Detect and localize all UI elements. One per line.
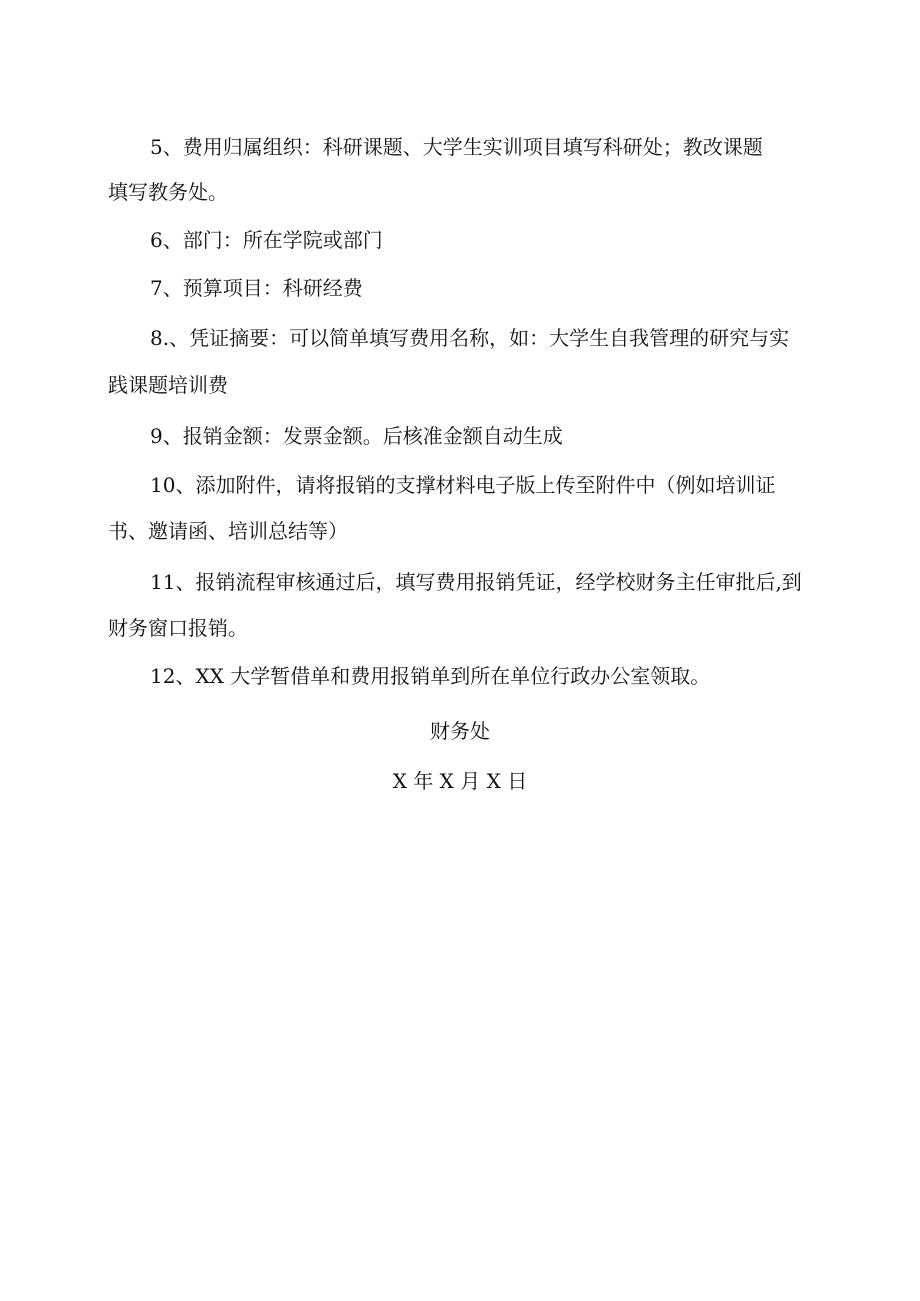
paragraph-line: 11、报销流程审核通过后，填写费用报销凭证，经学校财务主任审批后,到 <box>150 570 802 594</box>
paragraph-line: 填写教务处。 <box>108 180 228 204</box>
paragraph-line: 6、部门：所在学院或部门 <box>150 228 383 252</box>
paragraph-line: 财务窗口报销。 <box>108 616 248 640</box>
paragraph-line: 10、添加附件，请将报销的支撑材料电子版上传至附件中（例如培训证 <box>150 473 776 497</box>
paragraph-line: 12、XX 大学暂借单和费用报销单到所在单位行政办公室领取。 <box>150 664 711 688</box>
paragraph-line: 9、报销金额：发票金额。后核准金额自动生成 <box>150 424 563 448</box>
paragraph-line: 5、费用归属组织：科研课题、大学生实训项目填写科研处；教改课题 <box>150 135 763 159</box>
signature-department: 财务处 <box>430 719 490 743</box>
paragraph-line: 书、邀请函、培训总结等） <box>108 519 348 543</box>
paragraph-line: 8.、凭证摘要：可以简单填写费用名称，如：大学生自我管理的研究与实 <box>150 326 790 350</box>
paragraph-line: 践课题培训费 <box>108 373 228 397</box>
signature-date: X 年 X 月 X 日 <box>392 769 528 793</box>
paragraph-line: 7、预算项目：科研经费 <box>150 276 363 300</box>
